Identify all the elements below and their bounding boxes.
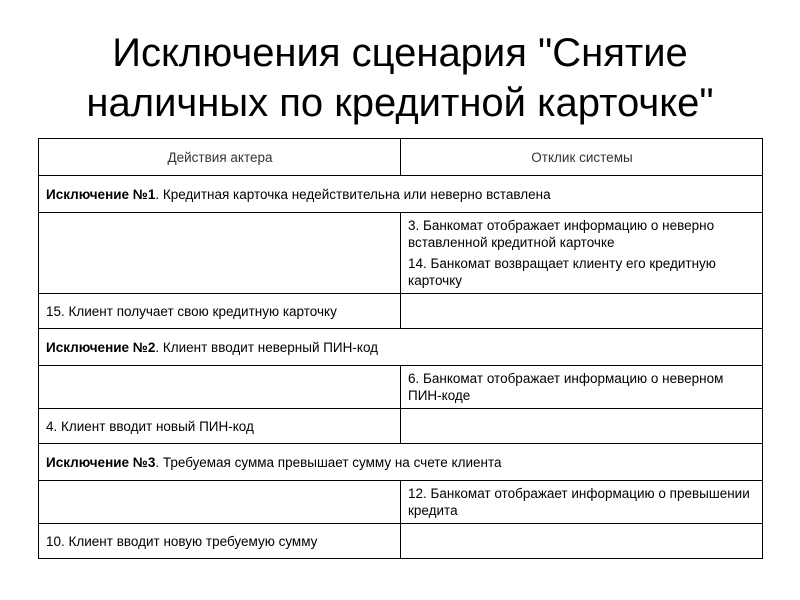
exception-row-1 xyxy=(39,176,763,213)
slide-title xyxy=(0,28,800,128)
actor-action-cell-2: 4. Клиент вводит новый ПИН-код xyxy=(39,409,401,444)
actor-action-row-3 xyxy=(39,524,763,559)
system-response-row-2 xyxy=(39,366,763,409)
slide-title-line-1: Исключения сценария "Снятие xyxy=(112,31,688,75)
exception-label-3: Исключение №3 xyxy=(46,454,156,470)
table-header-row xyxy=(39,139,763,176)
system-cell-empty xyxy=(401,524,763,559)
system-response-cell-1 xyxy=(401,213,763,294)
exception-cell-2 xyxy=(39,329,763,366)
system-cell-empty xyxy=(401,409,763,444)
actor-action-row-2 xyxy=(39,409,763,444)
system-response-cell-3 xyxy=(401,481,763,524)
system-response-2a: 6. Банкомат отображает информацию о неверном ПИН-коде xyxy=(408,371,724,403)
exception-text-1: . Кредитная карточка недействительна или неверно вставлена xyxy=(155,186,551,202)
system-response-1b: 14. Банкомат возвращает клиенту его кредитную карточку xyxy=(408,256,716,288)
slide-title-line-2: наличных по кредитной карточке" xyxy=(86,81,714,125)
actor-action-row-1 xyxy=(39,294,763,329)
exception-label-1: Исключение №1 xyxy=(46,186,156,202)
actor-cell-empty xyxy=(39,213,401,294)
actor-cell-empty xyxy=(39,366,401,409)
exception-label-2: Исключение №2 xyxy=(46,339,156,355)
system-response-row-3 xyxy=(39,481,763,524)
actor-action-cell-1: 15. Клиент получает свою кредитную карточку xyxy=(39,294,401,329)
system-cell-empty xyxy=(401,294,763,329)
exception-row-2 xyxy=(39,329,763,366)
actor-action-cell-3: 10. Клиент вводит новую требуемую сумму xyxy=(39,524,401,559)
exception-row-3 xyxy=(39,444,763,481)
actor-cell-empty xyxy=(39,481,401,524)
exception-cell-1 xyxy=(39,176,763,213)
exception-text-3: . Требуемая сумма превышает сумму на счете клиента xyxy=(155,454,502,470)
system-response-row-1 xyxy=(39,213,763,294)
exceptions-table xyxy=(38,138,763,559)
exception-text-2: . Клиент вводит неверный ПИН-код xyxy=(155,339,379,355)
exception-cell-3 xyxy=(39,444,763,481)
system-response-1a: 3. Банкомат отображает информацию о неверно вставленной кредитной карточке xyxy=(408,218,715,250)
system-response-3a: 12. Банкомат отображает информацию о превышении кредита xyxy=(408,486,750,518)
header-system-response: Отклик системы xyxy=(401,139,763,176)
header-actor-actions: Действия актера xyxy=(39,139,401,176)
system-response-cell-2 xyxy=(401,366,763,409)
